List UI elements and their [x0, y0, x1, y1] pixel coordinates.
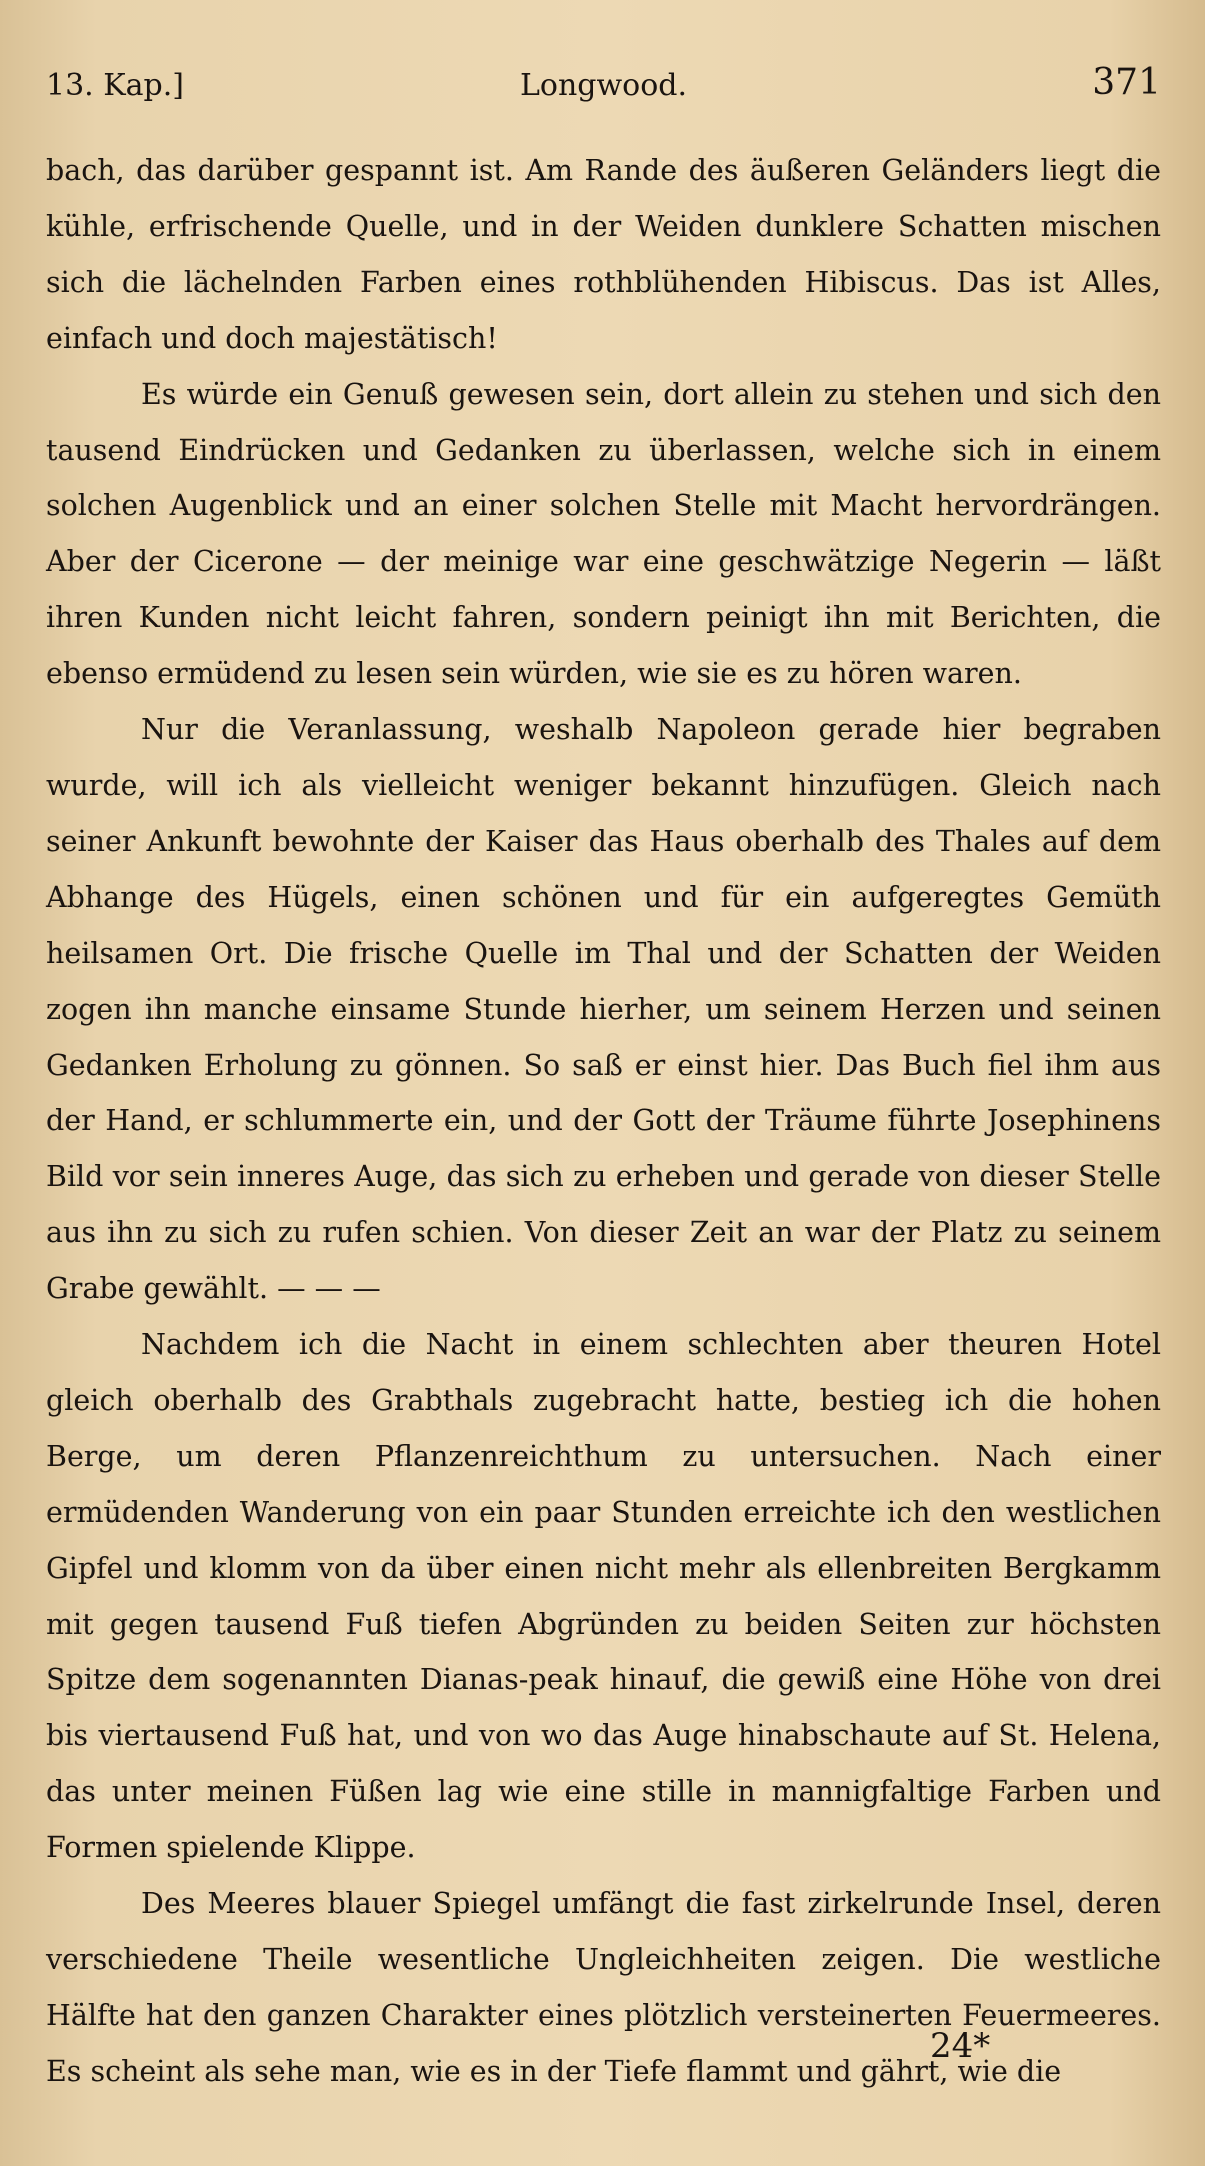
page-header: [46, 62, 1161, 114]
body-text: [46, 143, 1161, 2100]
paragraph-5: Des Meeres blauer Spiegel umfängt die fast zirkelrunde Insel, deren verschiedene Theile wesentliche Ungleichheiten zeigen. Die westliche Hälfte hat den ganzen Charakter eines plötzlich versteinerten Feuermeeres. Es scheint als sehe man, wie es in der Tiefe flammt und gährt, wie die: [46, 1887, 1161, 2088]
paragraph-2: Es würde ein Genuß gewesen sein, dort allein zu stehen und sich den tausend Eindrücken und Gedanken zu überlassen, welche sich in einem solchen Augenblick und an einer solchen Stelle mit Macht hervordrängen. Aber der Cicerone — der meinige war eine geschwätzige Negerin — läßt ihren Kunden nicht leicht fahren, sondern peinigt ihn mit Berichten, die ebenso ermüdend zu lesen sein würden, wie sie es zu hören waren.: [46, 377, 1161, 691]
page-number: 371: [1092, 62, 1161, 103]
chapter-label: 13. Kap.]: [46, 68, 184, 103]
running-title: Longwood.: [519, 68, 688, 103]
paragraph-1: bach, das darüber gespannt ist. Am Rande des äußeren Geländers liegt die kühle, erfrischende Quelle, und in der Weiden dunklere Schatten mischen sich die lächelnden Farben eines rothblühenden Hibiscus. Das ist Alles, einfach und doch majestätisch!: [46, 154, 1161, 355]
paragraph-4: Nachdem ich die Nacht in einem schlechten aber theuren Hotel gleich oberhalb des Grabthals zugebracht hatte, bestieg ich die hohen Berge, um deren Pflanzenreichthum zu untersuchen. Nach einer ermüdenden Wanderung von ein paar Stunden erreichte ich den westlichen Gipfel und klomm von da über einen nicht mehr als ellenbreiten Bergkamm mit gegen tausend Fuß tiefen Abgründen zu beiden Seiten zur höchsten Spitze dem sogenannten Dianas-peak hinauf, die gewiß eine Höhe von drei bis viertausend Fuß hat, und von wo das Auge hinabschaute auf St. Helena, das unter meinen Füßen lag wie eine stille in mannigfaltige Farben und Formen spielende Klippe.: [46, 1328, 1161, 1865]
signature-mark: 24*: [930, 2026, 991, 2066]
paragraph-3: Nur die Veranlassung, weshalb Napoleon gerade hier begraben wurde, will ich als vielleicht weniger bekannt hinzufügen. Gleich nach seiner Ankunft bewohnte der Kaiser das Haus oberhalb des Thales auf dem Abhange des Hügels, einen schönen und für ein aufgeregtes Gemüth heilsamen Ort. Die frische Quelle im Thal und der Schatten der Weiden zogen ihn manche einsame Stunde hierher, um seinem Herzen und seinen Gedanken Erholung zu gönnen. So saß er einst hier. Das Buch fiel ihm aus der Hand, er schlummerte ein, und der Gott der Träume führte Josephinens Bild vor sein inneres Auge, das sich zu erheben und gerade von dieser Stelle aus ihn zu sich zu rufen schien. Von dieser Zeit an war der Platz zu seinem Grabe gewählt. — — —: [46, 713, 1161, 1306]
